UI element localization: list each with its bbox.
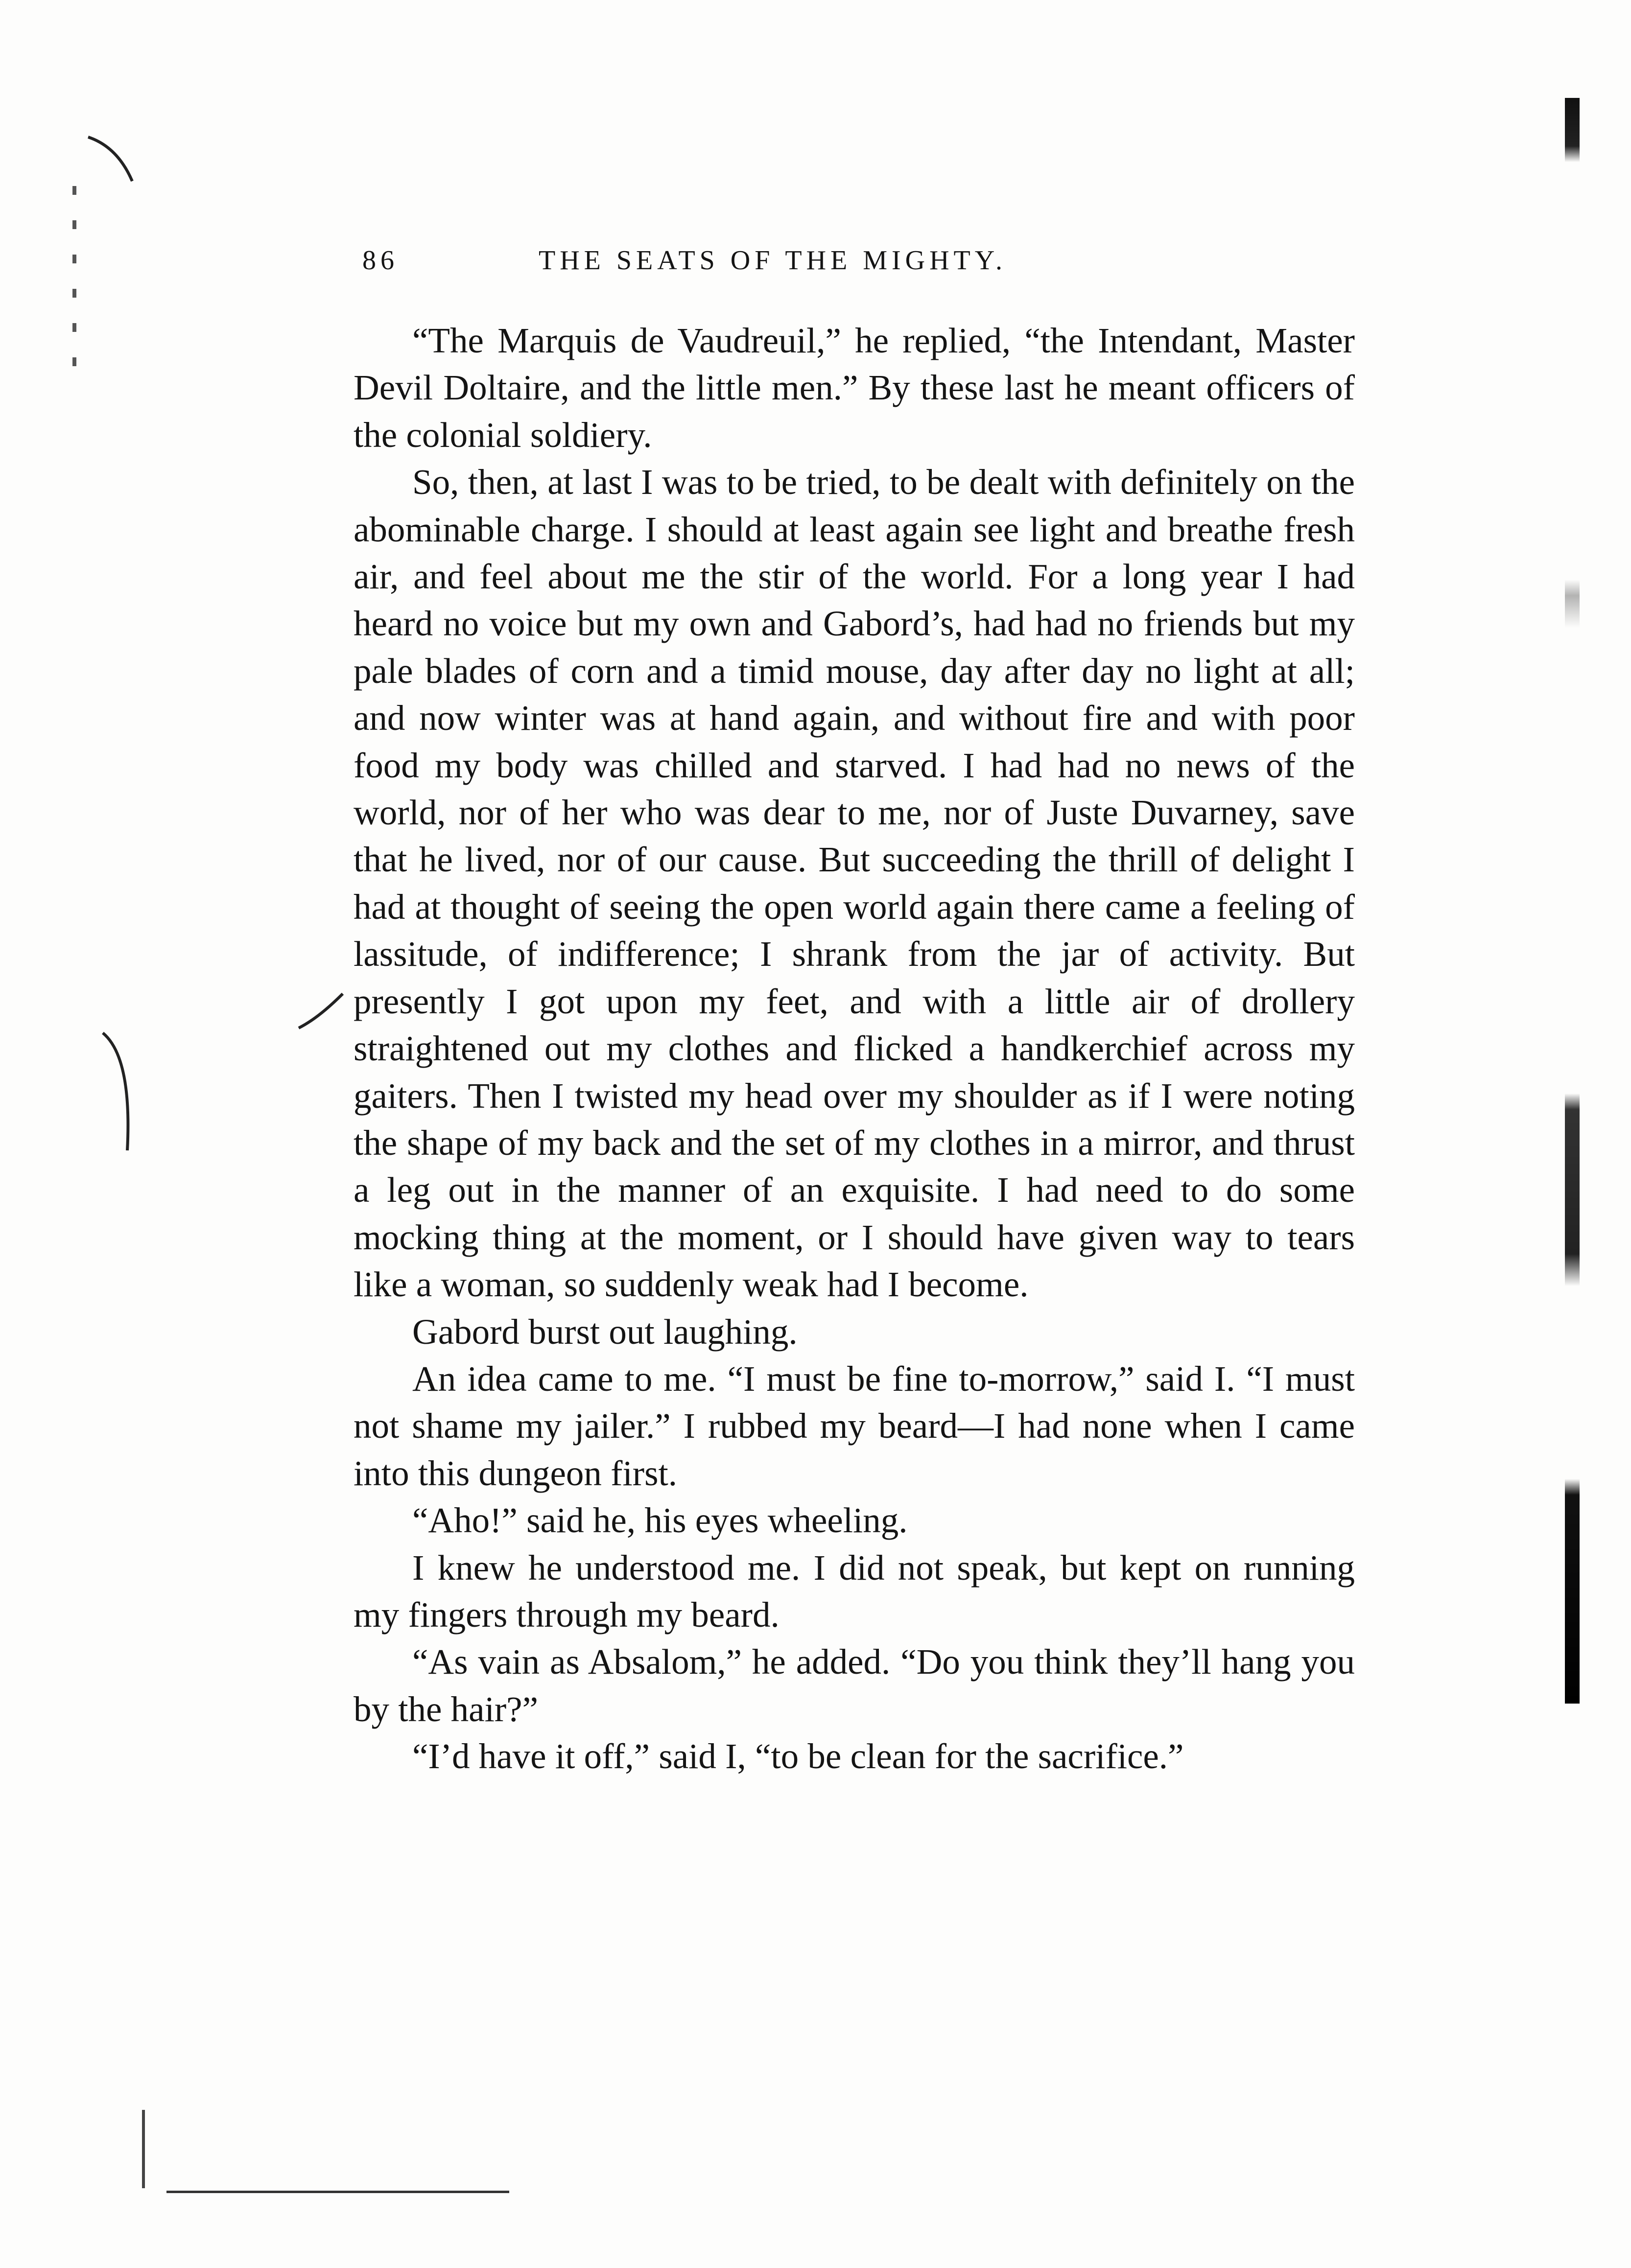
body-text xyxy=(354,317,1355,1780)
scan-edge-marks-left xyxy=(72,186,76,382)
pencil-check-mark xyxy=(294,989,353,1038)
scan-bottom-mark xyxy=(142,2110,145,2188)
pencil-tick-mark xyxy=(83,127,142,186)
page-number: 86 xyxy=(362,245,399,276)
paragraph: “I’d have it off,” said I, “to be clean for the sacrifice.” xyxy=(412,1736,1184,1777)
paragraph: So, then, at last I was to be tried, to be dealt with definitely on the abominable charge. I should at least again see light and breathe fresh air, and feel about me the stir of the world. For a long year I had heard no voice but my own and Gabord’s, had had no friends but my pale blades of corn and a timid mouse, day after day no light at all; and now winter was at hand again, and without fire and with poor food my body was chilled and starved. I had had no news of the world, nor of her who was dear to me, nor of Juste Duvarney, save that he lived, nor of our cause. But succeeding the thrill of delight I had at thought of seeing the open world again there came a feeling of lassitude, of indifference; I shrank from the jar of activity. But presently I got upon my feet, and with a little air of drollery straightened out my clothes and flicked a handkerchief across my gaiters. Then I twisted my head over my shoulder as if I were noting the shape of my back and the set of my clothes in a mirror, and thrust a leg out in the manner of an exquisite. I had need to do some mocking thing at the moment, or I should have given way to tears like a woman, so suddenly weak had I become. xyxy=(354,462,1355,1305)
paragraph: I knew he understood me. I did not speak, but kept on running my fingers through my beard. xyxy=(354,1547,1355,1635)
scan-bottom-rule xyxy=(166,2191,509,2193)
pencil-bracket-mark xyxy=(98,1028,157,1155)
paragraph: “As vain as Absalom,” he added. “Do you think they’ll hang you by the hair?” xyxy=(354,1642,1355,1729)
running-title: THE SEATS OF THE MIGHTY. xyxy=(539,245,1007,276)
paragraph: Gabord burst out laughing. xyxy=(412,1311,798,1352)
scan-edge-shadow-right xyxy=(1565,98,1580,1704)
paragraph: “Aho!” said he, his eyes wheeling. xyxy=(412,1500,908,1541)
paragraph: “The Marquis de Vaudreuil,” he replied, “the Intendant, Master Devil Doltaire, and the little men.” By these last he meant officers of the colonial soldiery. xyxy=(354,321,1355,455)
page-header xyxy=(362,245,1322,289)
paragraph: An idea came to me. “I must be fine to-morrow,” said I. “I must not shame my jailer.” I rubbed my beard—I had none when I came into this dungeon first. xyxy=(354,1358,1355,1493)
